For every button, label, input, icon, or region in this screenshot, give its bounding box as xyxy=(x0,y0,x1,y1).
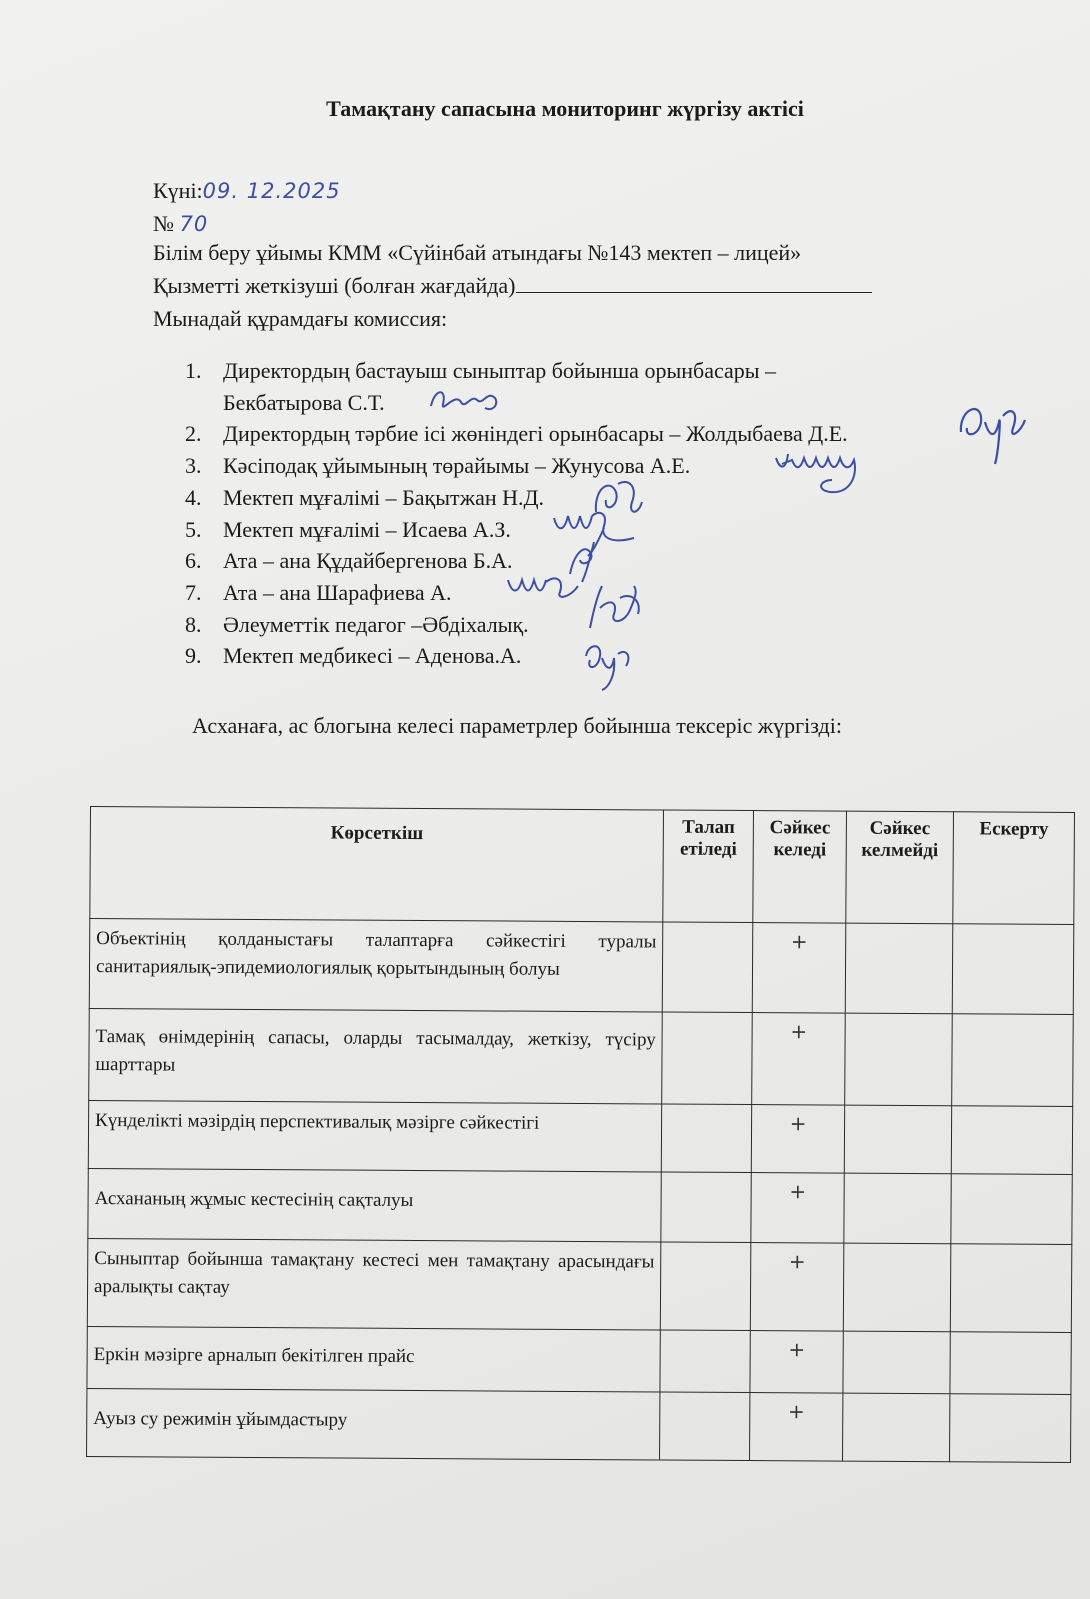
number-line xyxy=(153,211,208,237)
list-item: 2. Директордың тәрбие ісі жөніндегі орынбасары – Жолдыбаева Д.Е. xyxy=(185,421,848,447)
table-row: Ауыз су режимін ұйымдастыру + xyxy=(87,1388,1071,1462)
signature-7 xyxy=(504,568,584,604)
signature-1 xyxy=(425,384,505,420)
signature-9 xyxy=(578,636,638,694)
inspection-table xyxy=(86,806,1075,1463)
table-row: Объектінің қолданыстағы талаптарға сәйкестігі туралы санитариялық-эпидемиологиялық қорытындының болуы + xyxy=(89,919,1074,1015)
list-item: 4. Мектеп мұғалімі – Бақытжан Н.Д. xyxy=(185,484,544,510)
signature-8 xyxy=(580,578,650,636)
table-row: Еркін мәзірге арналып бекітілген прайс + xyxy=(87,1326,1071,1394)
number-value: 70 xyxy=(179,212,209,236)
table-row: Тамақ өнімдерінің сапасы, оларды тасымалдау, жеткізу, түсіру шарттары + xyxy=(89,1008,1074,1106)
inspection-intro: Асханаға, ас блогына келесі параметрлер бойынша тексеріс жүргізді: xyxy=(192,713,842,738)
number-label: № xyxy=(153,211,174,236)
table-row: Сыныптар бойынша тамақтану кестесі мен тамақтану арасындағы аралықты сақтау + xyxy=(87,1238,1072,1332)
header-noncompliant: Сәйкес келмейді xyxy=(846,811,954,924)
header-compliant: Сәйкес келеді xyxy=(753,811,847,924)
header-required: Талап етіледі xyxy=(663,810,754,923)
supplier-line xyxy=(153,273,872,299)
table-header-row xyxy=(90,807,1075,925)
date-label: Күні: xyxy=(153,178,203,203)
date-line xyxy=(153,178,341,204)
list-item: 6. Ата – ана Құдайбергенова Б.А. xyxy=(185,548,513,574)
supplier-blank xyxy=(516,274,872,293)
commission-list xyxy=(185,355,848,672)
list-item: 9. Мектеп медбикесі – Аденова.А. xyxy=(185,643,522,669)
list-item: 3. Кәсіподақ ұйымының төрайымы – Жунусова А.Е. xyxy=(185,453,691,479)
table-row: Күнделікті мәзірдің перспективалық мәзірге сәйкестігі + xyxy=(88,1100,1072,1174)
list-item: 7. Ата – ана Шарафиева А. xyxy=(185,579,452,605)
table-row: Асхананың жұмыс кестесінің сақталуы + xyxy=(88,1168,1072,1244)
list-item: 1. Директордың бастауыш сыныптар бойынша орынбасары – Бекбатырова С.Т. xyxy=(185,358,777,415)
date-value: 09. 12.2025 xyxy=(202,179,341,203)
list-item: 5. Мектеп мұғалімі – Исаева А.З. xyxy=(185,516,511,542)
header-indicator: Көрсеткіш xyxy=(90,807,664,922)
signature-3 xyxy=(770,446,870,498)
header-note: Ескерту xyxy=(953,812,1075,925)
signature-2 xyxy=(955,392,1035,472)
list-item: 8. Әлеуметтік педагог –Әбдіхалық. xyxy=(185,611,529,637)
supplier-label: Қызметті жеткізуші (болған жағдайда) xyxy=(153,273,516,298)
page-title: Тамақтану сапасына мониторинг жүргізу актісі xyxy=(326,96,804,121)
commission-label: Мынадай құрамдағы комиссия: xyxy=(153,306,448,331)
organization-line: Білім беру ұйымы КММ «Сүйінбай атындағы №143 мектеп – лицей» xyxy=(153,240,802,265)
